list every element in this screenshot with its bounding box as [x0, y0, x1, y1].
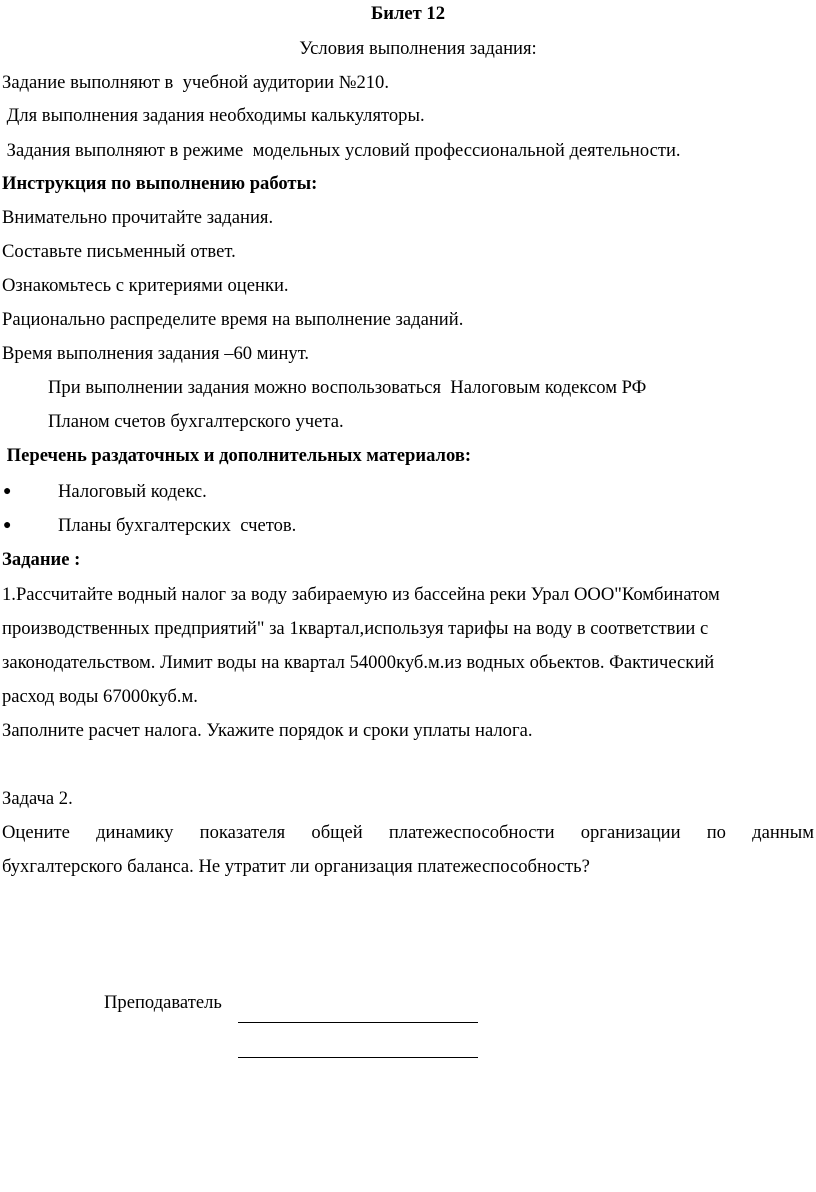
instruction-note-line-1: При выполнении задания можно воспользоваться Налоговым кодексом РФ — [48, 377, 647, 398]
condition-line-1: Задание выполняют в учебной аудитории №210. — [2, 72, 389, 93]
bullet-icon: ● — [3, 518, 12, 533]
instruction-item-4: Рационально распределите время на выполнение заданий. — [2, 309, 464, 330]
instruction-item-3: Ознакомьтесь с критериями оценки. — [2, 275, 289, 296]
bullet-icon: ● — [3, 484, 12, 499]
signature-line-2 — [238, 1057, 478, 1058]
instruction-item-5: Время выполнения задания –60 минут. — [2, 343, 310, 364]
materials-item-1: Налоговый кодекс. — [58, 481, 207, 502]
signature-line-1 — [238, 1022, 478, 1023]
ticket-title: Билет 12 — [370, 3, 446, 24]
instruction-item-2: Составьте письменный ответ. — [2, 241, 236, 262]
task2-line-2: бухгалтерского баланса. Не утратит ли организация платежеспособность? — [2, 856, 590, 877]
materials-title: Перечень раздаточных и дополнительных материалов: — [2, 445, 472, 466]
task1-line-1: 1.Рассчитайте водный налог за воду забираемую из бассейна реки Урал ООО"Комбинатом — [2, 584, 720, 605]
task1-line-3: законодательством. Лимит воды на квартал 54000куб.м.из водных обьектов. Фактический — [2, 652, 715, 673]
materials-item-2: Планы бухгалтерских счетов. — [58, 515, 297, 536]
task1-line-2: производственных предприятий" за 1квартал,используя тарифы на воду в соответствии с — [2, 618, 709, 639]
task2-line-1: Оцените динамику показателя общей платежеспособности организации по данным — [2, 822, 814, 843]
conditions-title: Условия выполнения задания: — [299, 38, 537, 59]
instruction-item-1: Внимательно прочитайте задания. — [2, 207, 274, 228]
task1-instruction: Заполните расчет налога. Укажите порядок и сроки уплаты налога. — [2, 720, 533, 741]
condition-line-3: Задания выполняют в режиме модельных условий профессиональной деятельности. — [2, 140, 681, 161]
signature-label: Преподаватель — [104, 992, 222, 1013]
task-title: Задание : — [2, 549, 81, 570]
instruction-note-line-2: Планом счетов бухгалтерского учета. — [48, 411, 344, 432]
instruction-title: Инструкция по выполнению работы: — [2, 173, 318, 194]
task1-line-4: расход воды 67000куб.м. — [2, 686, 198, 707]
condition-line-2: Для выполнения задания необходимы калькуляторы. — [2, 105, 425, 126]
task2-title: Задача 2. — [2, 788, 73, 809]
